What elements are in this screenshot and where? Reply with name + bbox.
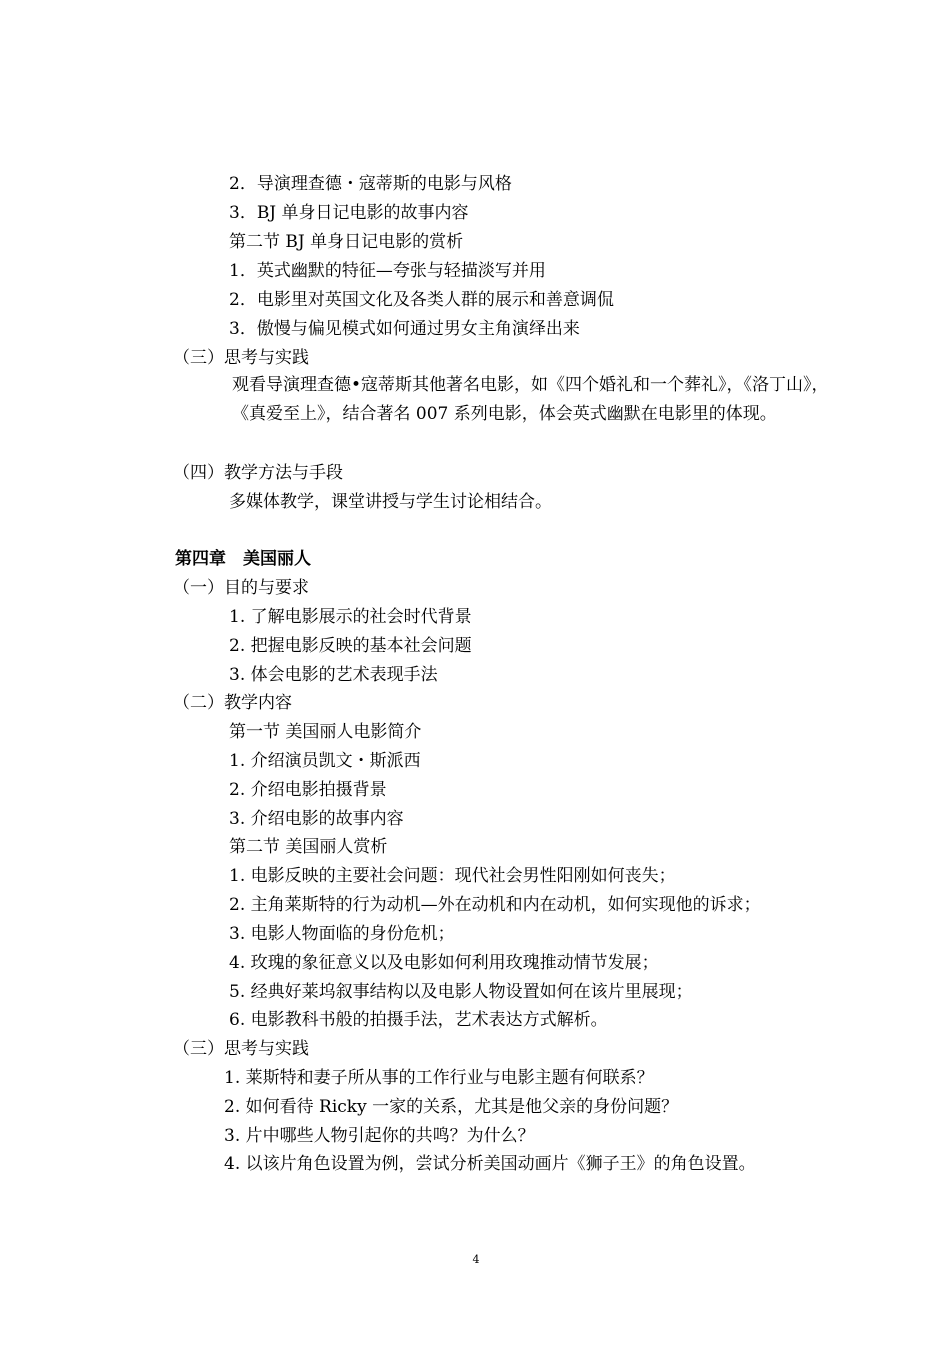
list-item: 2．导演理查德・寇蒂斯的电影与风格	[229, 174, 512, 194]
list-item: 3. 体会电影的艺术表现手法	[229, 665, 438, 685]
chapter-title: 第四章 美国丽人	[175, 549, 311, 569]
list-item: 3. 介绍电影的故事内容	[229, 809, 404, 829]
list-item: 1. 电影反映的主要社会问题：现代社会男性阳刚如何丧失；	[229, 866, 676, 886]
list-item: 1. 了解电影展示的社会时代背景	[229, 607, 472, 627]
subheading: （三）思考与实践	[173, 348, 309, 368]
list-item: 4. 以该片角色设置为例，尝试分析美国动画片《狮子王》的角色设置。	[224, 1154, 756, 1174]
list-item: 3．BJ 单身日记电影的故事内容	[229, 203, 469, 223]
subheading: （一）目的与要求	[173, 578, 309, 598]
paragraph: 观看导演理查德•寇蒂斯其他著名电影，如《四个婚礼和一个葬礼》，《洛丁山》，《真爱至上》，结合著名 007 系列电影，体会英式幽默在电影里的体现。	[232, 375, 829, 424]
list-item: 1．英式幽默的特征—夸张与轻描淡写并用	[229, 261, 546, 281]
list-item: 3. 片中哪些人物引起你的共鸣？为什么？	[224, 1126, 535, 1146]
subheading: （四）教学方法与手段	[173, 463, 343, 483]
list-item: 2. 把握电影反映的基本社会问题	[229, 636, 472, 656]
list-item: 4. 玫瑰的象征意义以及电影如何利用玫瑰推动情节发展；	[229, 953, 659, 973]
list-item: 2. 如何看待 Ricky 一家的关系，尤其是他父亲的身份问题？	[224, 1097, 679, 1117]
list-item: 1. 莱斯特和妻子所从事的工作行业与电影主题有何联系？	[224, 1068, 654, 1088]
section-title: 第二节 BJ 单身日记电影的赏析	[229, 232, 464, 252]
subheading: （二）教学内容	[173, 693, 292, 713]
section-title: 第一节 美国丽人电影简介	[229, 722, 422, 742]
list-item: 2. 主角莱斯特的行为动机—外在动机和内在动机，如何实现他的诉求；	[229, 895, 761, 915]
list-item: 3．傲慢与偏见模式如何通过男女主角演绎出来	[229, 319, 580, 339]
list-item: 1. 介绍演员凯文・斯派西	[229, 751, 421, 771]
list-item: 2. 介绍电影拍摄背景	[229, 780, 387, 800]
list-item: 6. 电影教科书般的拍摄手法，艺术表达方式解析。	[229, 1010, 608, 1030]
list-item: 3. 电影人物面临的身份危机；	[229, 924, 455, 944]
page-number: 4	[472, 1253, 480, 1266]
list-item: 5. 经典好莱坞叙事结构以及电影人物设置如何在该片里展现；	[229, 982, 693, 1002]
section-title: 第二节 美国丽人赏析	[229, 837, 388, 857]
paragraph: 多媒体教学，课堂讲授与学生讨论相结合。	[229, 492, 552, 512]
list-item: 2．电影里对英国文化及各类人群的展示和善意调侃	[229, 290, 614, 310]
subheading: （三）思考与实践	[173, 1039, 309, 1059]
